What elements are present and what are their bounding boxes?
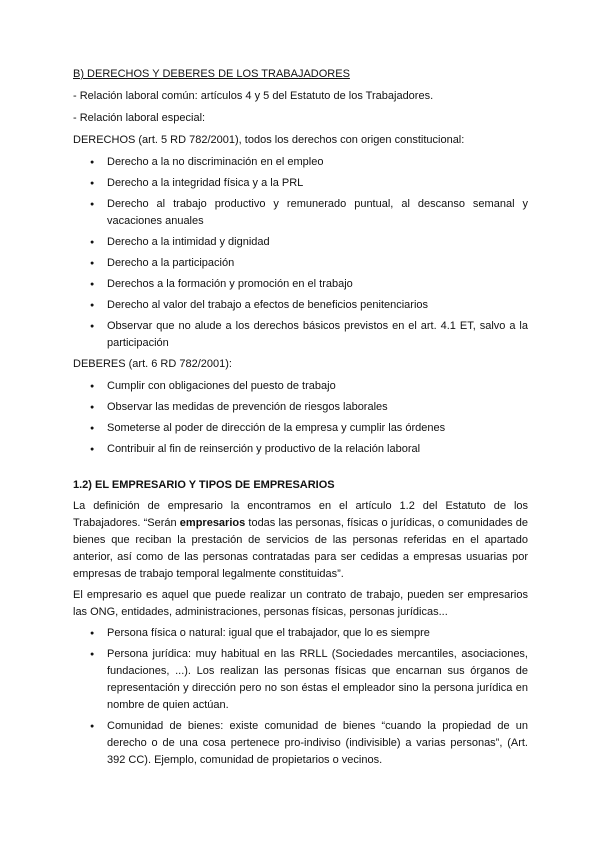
section-12-title: 1.2) EL EMPRESARIO Y TIPOS DE EMPRESARIOS — [73, 479, 335, 491]
list-item: ● Observar que no alude a los derechos básicos previstos en el art. 4.1 ET, salvo a la participación — [73, 318, 528, 352]
relacion-especial-line: - Relación laboral especial: — [73, 112, 206, 124]
definicion-paragraph — [73, 498, 528, 583]
list-item: ● Cumplir con obligaciones del puesto de trabajo — [73, 378, 528, 395]
list-item: ● Derecho a la integridad física y a la PRL — [73, 175, 528, 192]
document-page — [73, 66, 528, 773]
derechos-intro: DERECHOS (art. 5 RD 782/2001), todos los derechos con origen constitucional: — [73, 134, 465, 146]
list-item: ● Derecho a la intimidad y dignidad — [73, 234, 528, 251]
definicion-text-a: La definición de empresario la encontramos en el artículo 1.2 del Estatuto de los Trabajadores. “Serán — [73, 500, 528, 529]
derechos-list — [73, 154, 528, 352]
list-item: ● Derecho al trabajo productivo y remunerado puntual, al descanso semanal y vacaciones anuales — [73, 196, 528, 230]
list-item: ● Derecho al valor del trabajo a efectos de beneficios penitenciarios — [73, 297, 528, 314]
list-item: ● Derecho a la participación — [73, 255, 528, 272]
list-item: ● Someterse al poder de dirección de la empresa y cumplir las órdenes — [73, 420, 528, 437]
list-item: ● Persona física o natural: igual que el trabajador, que lo es siempre — [73, 625, 528, 642]
empresarios-bold: empresarios — [179, 517, 246, 529]
section-b-title: B) DERECHOS Y DEBERES DE LOS TRABAJADORES — [73, 68, 350, 80]
list-item: ● Contribuir al fin de reinserción y productivo de la relación laboral — [73, 441, 528, 458]
list-item: ● Persona jurídica: muy habitual en las RRLL (Sociedades mercantiles, asociaciones, fundaciones, ...). Los realizan las personas físicas que encarnan sus órganos de representación y dirección pero no son éstas el empleador sino la persona jurídica en nombre de quien actúan. — [73, 646, 528, 714]
list-item: ● Observar las medidas de prevención de riesgos laborales — [73, 399, 528, 416]
list-item: ● Derecho a la no discriminación en el empleo — [73, 154, 528, 171]
empresario-paragraph: El empresario es aquel que puede realizar un contrato de trabajo, pueden ser empresarios las ONG, entidades, administraciones, personas físicas, personas jurídicas... — [73, 589, 528, 618]
deberes-intro: DEBERES (art. 6 RD 782/2001): — [73, 358, 232, 370]
tipos-list — [73, 625, 528, 769]
relacion-comun-line: - Relación laboral común: artículos 4 y 5 del Estatuto de los Trabajadores. — [73, 90, 434, 102]
list-item: ● Comunidad de bienes: existe comunidad de bienes “cuando la propiedad de un derecho o de una cosa pertenece pro-indiviso (indivisible) a varias personas”, (Art. 392 CC). Ejemplo, comunidad de propietarios o vecinos. — [73, 718, 528, 769]
deberes-list — [73, 378, 528, 458]
definicion-text-b: todas las personas, físicas o jurídicas, o comunidades de bienes que reciban la prestación de servicios de las personas referidas en el apartado anterior, así como de las personas contratadas para ser cedidas a empresas usuarias por empresas de trabajo temporal legalmente constituidas”. — [73, 517, 529, 580]
list-item: ● Derechos a la formación y promoción en el trabajo — [73, 276, 528, 293]
